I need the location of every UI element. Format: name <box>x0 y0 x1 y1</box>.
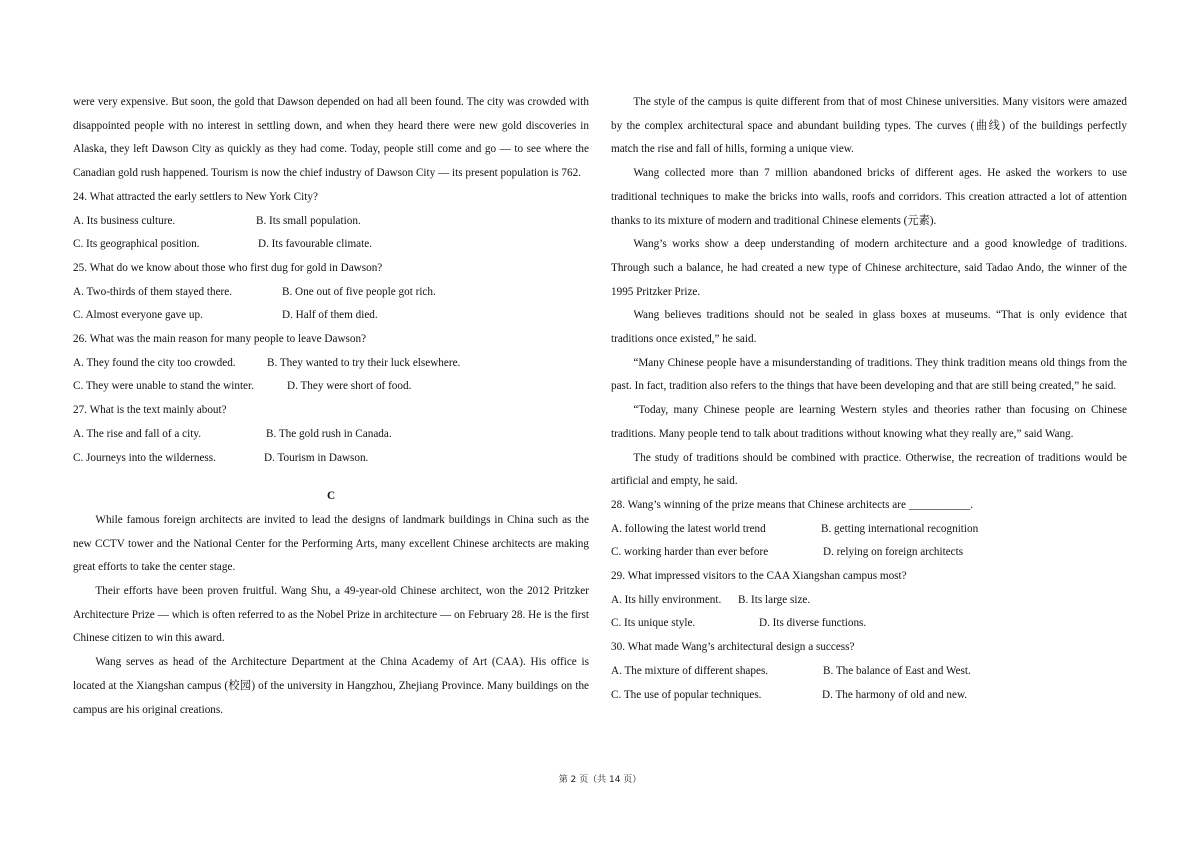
option-24d: D. Its favourable climate. <box>258 238 373 251</box>
question-24: 24. What attracted the early settlers to New York City? <box>73 190 318 203</box>
option-27b: B. The gold rush in Canada. <box>266 427 392 440</box>
question-29-options-row2 <box>611 612 1127 636</box>
option-24c: C. Its geographical position. <box>73 238 200 251</box>
option-30a: A. The mixture of different shapes. <box>611 664 769 677</box>
question-27-options-row1 <box>73 423 589 447</box>
option-28b: B. getting international recognition <box>821 522 979 535</box>
option-26d: D. They were short of food. <box>287 380 412 393</box>
option-30b: B. The balance of East and West. <box>823 664 971 677</box>
question-25-options-row2 <box>73 304 589 328</box>
right-column <box>611 91 1127 707</box>
question-30-options-row2 <box>611 684 1127 708</box>
option-29d: D. Its diverse functions. <box>759 617 867 630</box>
option-28a: A. following the latest world trend <box>611 522 766 535</box>
question-30: 30. What made Wang’s architectural design a success? <box>611 641 855 654</box>
option-27a: A. The rise and fall of a city. <box>73 427 201 440</box>
option-30c: C. The use of popular techniques. <box>611 688 762 701</box>
option-24b: B. Its small population. <box>256 214 361 227</box>
option-24a: A. Its business culture. <box>73 214 176 227</box>
section-heading-c: C <box>326 490 336 503</box>
question-26-options-row2 <box>73 375 589 399</box>
option-25c: C. Almost everyone gave up. <box>73 309 203 322</box>
passage-c-para-1: While famous foreign architects are invited to lead the designs of landmark buildings in China such as the new CCTV tower and the National Center for the Performing Arts, many excellent Chinese architects are making great efforts to take the center stage. <box>73 513 589 574</box>
passage-c-para-3: Wang serves as head of the Architecture Department at the China Academy of Art (CAA). His office is located at the Xiangshan campus (校园) of the university in Hangzhou, Zhejiang Province. Many buildings on the campus are his original creations. <box>73 656 589 716</box>
question-27: 27. What is the text mainly about? <box>73 404 227 417</box>
left-column <box>73 91 589 722</box>
passage-c-para-2: Their efforts have been proven fruitful. Wang Shu, a 49-year-old Chinese architect, won the 2012 Pritzker Architecture Prize — which is often referred to as the Nobel Prize in architecture — on February 28. He is the first Chinese citizen to win this award. <box>73 585 589 645</box>
passage-c-para-5: Wang collected more than 7 million abandoned bricks of different ages. He asked the workers to use traditional techniques to make the bricks into walls, roofs and corridors. This creation attracted a lot of attention thanks to its mixture of modern and traditional Chinese elements (元素). <box>611 167 1127 227</box>
question-24-options-row2 <box>73 233 589 257</box>
option-29a: A. Its hilly environment. <box>611 593 722 606</box>
option-29b: B. Its large size. <box>738 593 811 606</box>
question-25: 25. What do we know about those who first dug for gold in Dawson? <box>73 261 383 274</box>
question-26-options-row1 <box>73 352 589 376</box>
question-27-options-row2 <box>73 447 589 471</box>
passage-c-para-10: The study of traditions should be combined with practice. Otherwise, the recreation of traditions would be artificial and empty, he said. <box>611 451 1127 488</box>
question-25-options-row1 <box>73 281 589 305</box>
question-30-options-row1 <box>611 660 1127 684</box>
option-26b: B. They wanted to try their luck elsewhere. <box>267 356 461 369</box>
option-28d: D. relying on foreign architects <box>823 546 964 559</box>
question-28-options-row1 <box>611 518 1127 542</box>
option-25d: D. Half of them died. <box>282 309 378 322</box>
question-29-options-row1 <box>611 589 1127 613</box>
passage-c-para-8: “Many Chinese people have a misunderstanding of traditions. They think tradition means old things from the past. In fact, tradition also refers to the things that have been developing and that are still being created,” he said. <box>611 356 1127 393</box>
question-28: 28. Wang’s winning of the prize means that Chinese architects are ___________. <box>611 498 974 511</box>
option-29c: C. Its unique style. <box>611 617 696 630</box>
passage-c-para-7: Wang believes traditions should not be sealed in glass boxes at museums. “That is only evidence that traditions once existed,” he said. <box>611 309 1127 346</box>
question-24-options-row1 <box>73 210 589 234</box>
passage-c-para-9: “Today, many Chinese people are learning Western styles and theories rather than focusing on Chinese traditions. Many people tend to talk about traditions without knowing what they really are,” said Wang. <box>611 404 1127 440</box>
option-27d: D. Tourism in Dawson. <box>264 451 369 464</box>
question-28-options-row2 <box>611 541 1127 565</box>
option-26a: A. They found the city too crowded. <box>73 356 236 369</box>
option-27c: C. Journeys into the wilderness. <box>73 451 216 464</box>
option-30d: D. The harmony of old and new. <box>822 688 968 701</box>
question-29: 29. What impressed visitors to the CAA Xiangshan campus most? <box>611 570 907 583</box>
page-number-footer: 第 2 页（共 14 页） <box>558 775 642 785</box>
option-26c: C. They were unable to stand the winter. <box>73 380 254 393</box>
passage-c-para-4: The style of the campus is quite different from that of most Chinese universities. Many visitors were amazed by the complex architectural space and abundant building types. The curves (曲线) of the buildings perfectly match the rise and fall of hills, forming a unique view. <box>611 96 1127 156</box>
option-25b: B. One out of five people got rich. <box>282 285 436 298</box>
option-25a: A. Two-thirds of them stayed there. <box>73 285 233 298</box>
question-26: 26. What was the main reason for many people to leave Dawson? <box>73 333 367 346</box>
passage-b-ending: were very expensive. But soon, the gold that Dawson depended on had all been found. The city was crowded with disappointed people with no interest in settling down, and when they heard there were new gold discoveries in Alaska, they left Dawson City as quickly as they had come. Today, people still come and go — to see where the Canadian gold rush happened. Tourism is now the chief industry of Dawson City — its present population is 762. <box>73 96 589 180</box>
passage-c-para-6: Wang’s works show a deep understanding of modern architecture and a good knowledge of traditions. Through such a balance, he had created a new type of Chinese architecture, said Tadao Ando, the winner of the 1995 Pritzker Prize. <box>611 238 1127 298</box>
option-28c: C. working harder than ever before <box>611 546 769 559</box>
